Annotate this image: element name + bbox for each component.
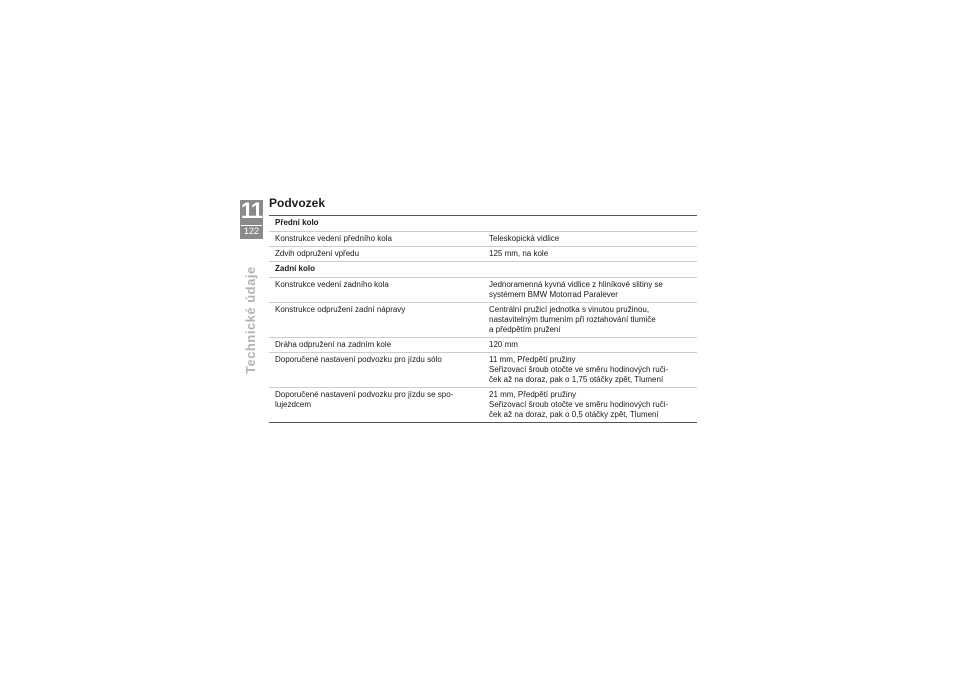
spec-label — [269, 247, 484, 261]
spec-value-line: 120 mm — [489, 340, 518, 349]
spec-value-line: 21 mm, Předpětí pružiny — [489, 390, 577, 399]
spec-label — [269, 338, 484, 352]
group-header: Zadní kolo — [269, 262, 697, 278]
table-row — [269, 388, 697, 422]
table-row — [269, 303, 697, 338]
spec-label — [269, 278, 484, 302]
spec-value-line: 125 mm, na kole — [489, 249, 549, 258]
spec-value-line: Teleskopická vidlice — [489, 234, 560, 243]
spec-value-line: nastavitelným tlumením při roztahování tlumiče — [489, 315, 656, 324]
spec-label-line: lujezdcem — [275, 400, 312, 409]
spec-value-line: Centrální pružicí jednotka s vinutou pružinou, — [489, 305, 650, 314]
spec-table — [269, 215, 697, 423]
spec-value — [484, 388, 697, 422]
spec-value-line: ček až na doraz, pak o 0,5 otáčky zpět, Tlumení — [489, 410, 659, 419]
group-header: Přední kolo — [269, 216, 697, 232]
spec-value-line: Seřizovací šroub otočte ve směru hodinových ruči- — [489, 365, 669, 374]
chapter-side-label: Technické údaje — [243, 266, 258, 374]
chapter-number: 11 — [240, 198, 263, 223]
table-row — [269, 247, 697, 262]
spec-value-line: ček až na doraz, pak o 1,75 otáčky zpět, Tlumení — [489, 375, 664, 384]
spec-value-line: Jednoramenná kyvná vidlice z hliníkové slitiny se — [489, 280, 663, 289]
table-row — [269, 353, 697, 388]
table-row — [269, 338, 697, 353]
spec-value — [484, 247, 697, 261]
spec-value-line: a předpětím pružení — [489, 325, 561, 334]
spec-value — [484, 353, 697, 387]
spec-value — [484, 232, 697, 246]
spec-label-line: Konstrukce odpružení zadní nápravy — [275, 305, 406, 314]
spec-label-line: Zdvih odpružení vpředu — [275, 249, 360, 258]
spec-value-line: Seřizovací šroub otočte ve směru hodinových ruči- — [489, 400, 669, 409]
spec-label-line: Doporučené nastavení podvozku pro jízdu se spo- — [275, 390, 454, 399]
spec-value — [484, 338, 697, 352]
table-row — [269, 278, 697, 303]
page-number: 122 — [243, 226, 260, 236]
spec-label-line: Konstrukce vedení zadního kola — [275, 280, 389, 289]
spec-value — [484, 303, 697, 337]
spec-label — [269, 232, 484, 246]
spec-label-line: Doporučené nastavení podvozku pro jízdu sólo — [275, 355, 442, 364]
spec-value — [484, 278, 697, 302]
spec-value-line: 11 mm, Předpětí pružiny — [489, 355, 576, 364]
spec-value-line: systémem BMW Motorrad Paralever — [489, 290, 618, 299]
table-row — [269, 232, 697, 247]
spec-label — [269, 303, 484, 337]
section-title: Podvozek — [269, 196, 326, 210]
spec-label — [269, 353, 484, 387]
spec-label — [269, 388, 484, 422]
spec-label-line: Konstrukce vedení předního kola — [275, 234, 392, 243]
spec-label-line: Dráha odpružení na zadním kole — [275, 340, 392, 349]
